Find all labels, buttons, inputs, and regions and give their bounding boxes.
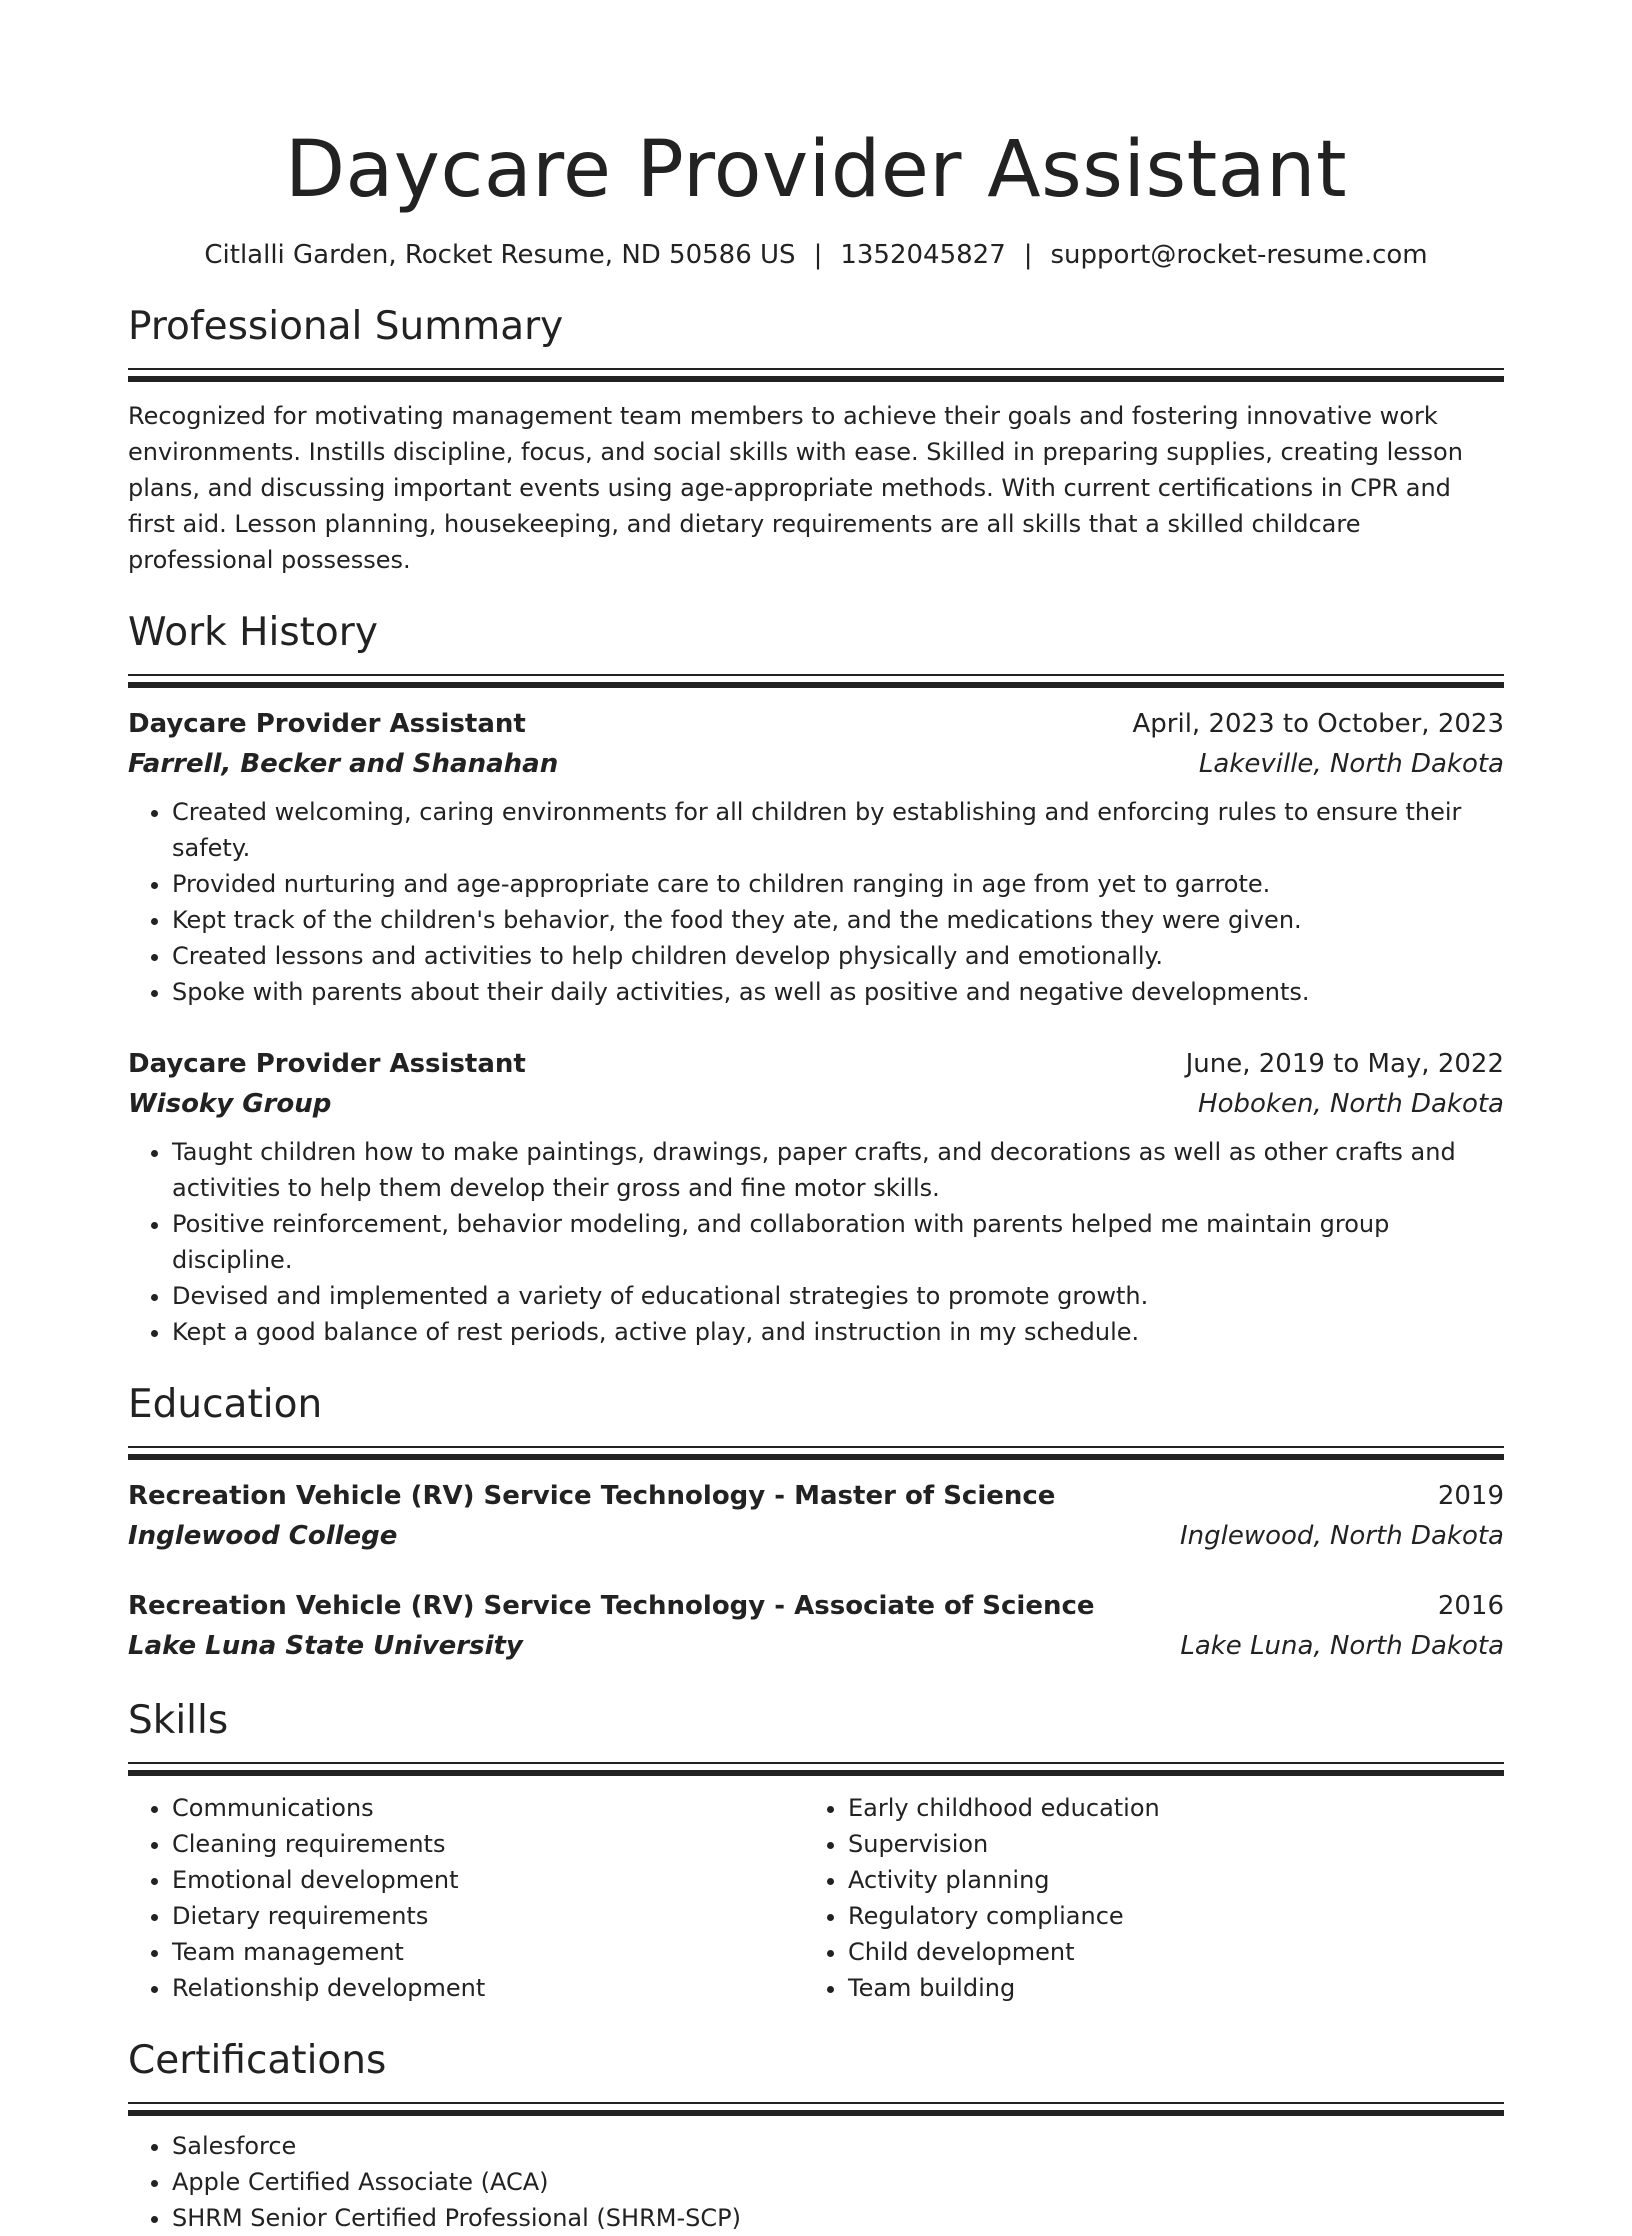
job-bullet-list (128, 1134, 1504, 1350)
education-entry (128, 1586, 1504, 1666)
skills-column-left (128, 1790, 804, 2006)
contact-phone: 1352045827 (840, 240, 1006, 270)
job-title: Daycare Provider Assistant (128, 709, 526, 739)
work-entry-subheader (128, 744, 1504, 784)
job-bullet: • Kept track of the children's behavior, the food they ate, and the medications they were given. (172, 902, 1504, 938)
job-dates: April, 2023 to October, 2023 (1132, 709, 1504, 739)
education-entry-header (128, 1586, 1504, 1626)
resume-page (128, 0, 1504, 2236)
section-divider (128, 1446, 1504, 1460)
certification-item: • SHRM Senior Certified Professional (SHRM-SCP) (172, 2200, 1504, 2236)
contact-line (128, 236, 1504, 274)
section-heading-education: Education (128, 1382, 323, 1427)
degree-name: Recreation Vehicle (RV) Service Technology - Master of Science (128, 1481, 1056, 1511)
section-divider (128, 674, 1504, 688)
section-divider (128, 368, 1504, 382)
job-bullet: • Created welcoming, caring environments for all children by establishing and enforcing rules to ensure their safety. (172, 794, 1504, 866)
job-location: Hoboken, North Dakota (1198, 1089, 1504, 1119)
skill-item: • Dietary requirements (172, 1898, 804, 1934)
certification-item: • Apple Certified Associate (ACA) (172, 2164, 1504, 2200)
skill-item: • Team building (848, 1970, 1480, 2006)
skill-item: • Cleaning requirements (172, 1826, 804, 1862)
skill-item: • Regulatory compliance (848, 1898, 1480, 1934)
job-location: Lakeville, North Dakota (1198, 749, 1504, 779)
job-bullet: • Created lessons and activities to help children develop physically and emotionally. (172, 938, 1504, 974)
job-bullet: • Spoke with parents about their daily activities, as well as positive and negative developments. (172, 974, 1504, 1010)
work-entry-header (128, 704, 1504, 744)
job-title: Daycare Provider Assistant (128, 1049, 526, 1079)
contact-separator: | (1023, 240, 1033, 270)
certification-item: • Salesforce (172, 2128, 1504, 2164)
education-entry-header (128, 1476, 1504, 1516)
skills-grid (128, 1790, 1504, 2006)
contact-address: Citlalli Garden, Rocket Resume, ND 50586 US (204, 240, 796, 270)
degree-name: Recreation Vehicle (RV) Service Technology - Associate of Science (128, 1591, 1095, 1621)
skill-item: • Communications (172, 1790, 804, 1826)
school-name: Inglewood College (128, 1521, 398, 1551)
skill-item: • Team management (172, 1934, 804, 1970)
work-entry (128, 704, 1504, 1010)
work-entry-header (128, 1044, 1504, 1084)
education-entry (128, 1476, 1504, 1556)
contact-email[interactable]: support@rocket-resume.com (1050, 240, 1428, 270)
contact-separator: | (813, 240, 823, 270)
education-entry-subheader (128, 1626, 1504, 1666)
section-heading-work-history: Work History (128, 610, 378, 655)
skill-item: • Supervision (848, 1826, 1480, 1862)
section-divider (128, 2102, 1504, 2116)
school-location: Lake Luna, North Dakota (1180, 1631, 1504, 1661)
company-name: Wisoky Group (128, 1089, 332, 1119)
job-bullet-list (128, 794, 1504, 1010)
job-bullet: • Provided nurturing and age-appropriate care to children ranging in age from yet to garrote. (172, 866, 1504, 902)
graduation-year: 2019 (1437, 1481, 1504, 1511)
job-bullet: • Taught children how to make paintings, drawings, paper crafts, and decorations as well as other crafts and activities to help them develop their gross and fine motor skills. (172, 1134, 1504, 1206)
job-bullet: • Positive reinforcement, behavior modeling, and collaboration with parents helped me maintain group discipline. (172, 1206, 1504, 1278)
skill-item: • Emotional development (172, 1862, 804, 1898)
skills-column-right (804, 1790, 1480, 2006)
section-heading-certifications: Certifications (128, 2038, 387, 2083)
work-entry (128, 1044, 1504, 1350)
page-title: Daycare Provider Assistant (284, 125, 1348, 215)
school-name: Lake Luna State University (128, 1631, 523, 1661)
job-bullet: • Devised and implemented a variety of educational strategies to promote growth. (172, 1278, 1504, 1314)
summary-text: Recognized for motivating management team members to achieve their goals and fostering innovative work environments. Instills discipline, focus, and social skills with ease. Skilled in preparing supplies, creating lesson plans, and discussing important events using age-appropriate methods. With current certifications in CPR and first aid. Lesson planning, housekeeping, and dietary requirements are all skills that a skilled childcare professional possesses. (128, 402, 1463, 574)
education-entry-subheader (128, 1516, 1504, 1556)
skill-item: • Activity planning (848, 1862, 1480, 1898)
graduation-year: 2016 (1437, 1591, 1504, 1621)
skill-item: • Early childhood education (848, 1790, 1480, 1826)
work-entry-subheader (128, 1084, 1504, 1124)
skill-item: • Child development (848, 1934, 1480, 1970)
certification-list (128, 2128, 1504, 2236)
job-dates: June, 2019 to May, 2022 (1185, 1049, 1504, 1079)
school-location: Inglewood, North Dakota (1179, 1521, 1504, 1551)
section-divider (128, 1762, 1504, 1776)
section-heading-skills: Skills (128, 1698, 229, 1743)
section-heading-summary: Professional Summary (128, 304, 564, 349)
company-name: Farrell, Becker and Shanahan (128, 749, 559, 779)
skill-item: • Relationship development (172, 1970, 804, 2006)
job-bullet: • Kept a good balance of rest periods, active play, and instruction in my schedule. (172, 1314, 1504, 1350)
